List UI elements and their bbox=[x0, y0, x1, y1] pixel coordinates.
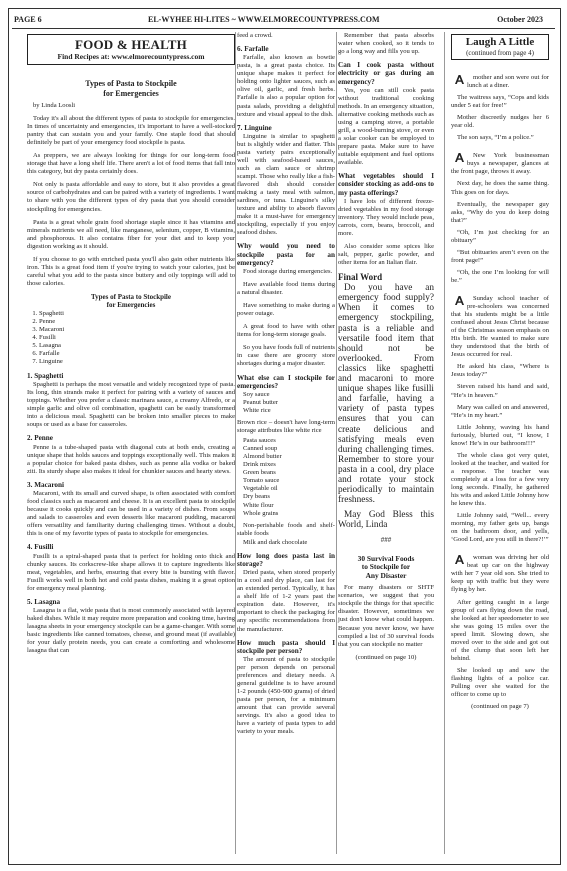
list-item: Tomato sauce bbox=[243, 477, 280, 485]
intro-paragraph: If you choose to go with enriched pasta you'll also gain other nutrients like iron. This is a great food item if you're trying to watch your calories, just be careful what you add to the pasta since buttery and oily toppings will add to those calories. bbox=[27, 255, 235, 287]
body-paragraph: So you have foods full of nutrients in case there are grocery store shortages during a major disaster. bbox=[237, 344, 335, 368]
subhead-what-else: What else can I stockpile for emergencies? bbox=[237, 373, 335, 390]
subhead-spaghetti: 1. Spaghetti bbox=[27, 371, 64, 380]
body-paragraph: Lasagna is a flat, wide pasta that is most commonly associated with layered baked dishes. While it may require more preparation and cooking time, having lasagna sheets in your emergency stockpile can be a game-changer. With some basic ingredients like canned tomatoes, cheese, and ground meat (if available) for your daily protein needs, you can create a comforting and wholesome lasagna that can bbox=[27, 606, 235, 655]
stockpile-list bbox=[237, 437, 335, 517]
signoff: May God Bless this World, Linda bbox=[338, 510, 434, 531]
column-1 bbox=[27, 32, 235, 660]
body-paragraph: Food storage during emergencies. bbox=[243, 268, 333, 276]
column-rule bbox=[235, 32, 236, 854]
survival-title: 30 Survival Foods to Stockpile for Any Disaster bbox=[357, 553, 415, 580]
joke-paragraph: Next day, he does the same thing. This goes on for days. bbox=[451, 180, 549, 196]
laugh-title: Laugh A Little bbox=[465, 36, 535, 48]
stockpile-list bbox=[237, 391, 335, 415]
list-item: Drink mixes bbox=[243, 461, 276, 469]
joke-paragraph: After getting caught in a large group of cars flying down the road, she looked at her speedometer to see she was going 15 miles over the speed limit. Slowing down, she moved over to the side and got out of the clump that soon left her behind. bbox=[451, 598, 549, 662]
intro-paragraph: Not only is pasta affordable and easy to store, but it also provides a great source of carbohydrates and can be paired with a variety of ingredients. I want to share with you the different types of dry pasta that you should consider stockpiling for emergencies. bbox=[27, 181, 235, 213]
joke-paragraph: Steven raised his hand and said, “He’s in heaven.” bbox=[451, 383, 549, 399]
list-item: Pasta sauces bbox=[243, 437, 276, 445]
body-paragraph: Yes, you can still cook pasta without traditional cooking methods. In an emergency situation, alternative cooking methods such as using a camping stove, a portable grill, a wood-burning stove, or even a solar cooker can be employed to prepare pasta. Make sure to have suitable equipment and fuel options available. bbox=[338, 86, 434, 167]
subhead-vegetables: What vegetables should I consider stocking as add-ons to my pasta offerings? bbox=[338, 172, 434, 197]
list-item: Green beans bbox=[243, 469, 276, 477]
body-paragraph: Farfalle, also known as bowtie pasta, is a great pasta choice. Its unique shape makes it perfect for holding onto lighter sauces, such as olive oil, garlic, and fresh herbs. Farfalle is also a popular option for pasta salads, providing a delightful texture and visual appeal to the dish. bbox=[237, 54, 335, 118]
subhead-how-much: How much pasta should I stockpile per person? bbox=[237, 638, 335, 655]
body-paragraph: Macaroni, with its small and curved shape, is often associated with comfort food classics such as macaroni and cheese. It is an excellent pasta to stockpile because it cooks quickly and can be used in a variety of dishes. From soups and salads to casseroles and even desserts like macaroni pudding, macaroni offers versatility and familiarity during challenging times. Without a doubt, this is one of my favorite types of pasta to stockpile for emergencies. bbox=[27, 490, 235, 538]
subhead-lasagna: 5. Lasagna bbox=[27, 597, 61, 606]
drop-cap-a-icon bbox=[455, 153, 464, 162]
joke-paragraph: Little Johnny said, “Well... every morning, my father gets up, bangs on the bathroom door, and yells, ‘Good Lord, are you still in there?!’” bbox=[451, 512, 549, 544]
list-item: Canned soup bbox=[243, 445, 278, 453]
list-item: Whole grains bbox=[243, 509, 279, 517]
joke-paragraph: Sunday school teacher of pre-schoolers was concerned that his students might be a little confused about Jesus Christ because of the Christmas season emphasis on His birth. He wanted to make sure they understood that the birth of Jesus occurred for real. bbox=[451, 294, 549, 359]
joke-paragraph: Mary was called on and answered, “He’s in my heart.” bbox=[451, 403, 549, 419]
joke-paragraph: Eventually, the newspaper guy asks, “Why do you do keep doing that?” bbox=[451, 200, 549, 224]
joke-paragraph: New York businessman buys a newspaper, glances at the front page, throws it away. bbox=[451, 152, 549, 176]
column-4 bbox=[451, 32, 549, 711]
column-rule bbox=[336, 32, 337, 854]
list-item: White rice bbox=[243, 407, 271, 415]
drop-cap-a-icon bbox=[455, 296, 464, 305]
section-title: FOOD & HEALTH bbox=[75, 37, 187, 52]
body-paragraph: Spaghetti is perhaps the most versatile and widely recognized type of pasta. Its long, thin strands make it perfect for pairing with a variety of sauces and toppings. Whether you prefer a classic marinara sauce, a creamy Alfredo, or a simple garlic and olive oil combination, spaghetti can be easily transformed into a delicious meal. Spaghetti can be broken into smaller pieces to make soups or used as a base for casseroles. bbox=[27, 381, 235, 429]
drop-cap-a-icon bbox=[455, 555, 464, 564]
body-paragraph: Fusilli is a spiral-shaped pasta that is perfect for holding onto thick and chunky sauces. Its corkscrew-like shape allows it to capture ingredients like meat, vegetables, and herbs, ensuring that every bite is bursting with flavor. Fusilli works well in both hot and cold pasta dishes, making it a great option for emergency meal planning. bbox=[27, 552, 235, 592]
subhead-penne: 2. Penne bbox=[27, 434, 53, 443]
article-title: Types of Pasta to Stockpile for Emergencies bbox=[85, 79, 177, 98]
joke-paragraph: Mother discreetly nudges her 6 year old. bbox=[451, 114, 549, 130]
list-item: 4. Fusilli bbox=[39, 334, 235, 342]
subhead-cook-without-power: Can I cook pasta without electricity or gas during an emergency? bbox=[338, 61, 434, 86]
list-item: 5. Lasagna bbox=[39, 342, 235, 350]
body-paragraph: Penne is a tube-shaped pasta with diagonal cuts at both ends, creating a unique shape that holds sauces and toppings exceptionally well. This makes it a popular choice for baked pasta dishes, such as penne alla vodka or baked ziti. Its sturdy shape also makes it ideal for chunkier sauces and hearty stews. bbox=[27, 443, 235, 475]
list-item: Brown rice – doesn't have long-term storage attributes like white rice bbox=[237, 419, 335, 435]
list-item: Vegetable oil bbox=[243, 485, 278, 493]
list-item: 6. Farfalle bbox=[39, 350, 235, 358]
subhead-fusilli: 4. Fusilli bbox=[27, 543, 54, 552]
joke-paragraph: mother and son were out for lunch at a diner. bbox=[451, 74, 549, 90]
joke-paragraph: The son says, “I’m a police.” bbox=[457, 134, 534, 142]
body-paragraph: feed a crowd. bbox=[237, 32, 273, 39]
body-paragraph: I have lots of different freeze-dried vegetables in my food storage inventory. They would include peas, carrots, corn, beans, broccoli, and more. bbox=[338, 197, 434, 238]
subhead-how-long: How long does pasta last in storage? bbox=[237, 551, 335, 568]
laugh-subtitle: (continued from page 4) bbox=[466, 49, 534, 57]
joke-paragraph: “But obituaries aren’t even on the front page!” bbox=[451, 248, 549, 264]
end-mark: ### bbox=[380, 536, 392, 545]
list-item: 7. Linguine bbox=[39, 358, 235, 366]
body-paragraph: For many disasters or SHTF scenarios, we suggest that you stockpile the things for that specific disaster. However, sometimes we just don't know what could happen. Because you never know, we have compiled a list of 30 survival foods that you can stockpile no matter bbox=[338, 584, 434, 648]
joke-paragraph: Little Johnny, waving his hand furiously, blurted out, “I know, I know! He’s in our bathroom!!!” bbox=[451, 423, 549, 447]
header-rule bbox=[12, 28, 555, 29]
continued-notice: (continued on page 7) bbox=[471, 703, 529, 711]
list-item: Milk and dark chocolate bbox=[243, 538, 308, 546]
column-2 bbox=[237, 32, 335, 741]
body-paragraph: Also consider some spices like salt, pepper, garlic powder, and other items for an Italian flair. bbox=[338, 243, 434, 267]
list-item: 1. Spaghetti bbox=[39, 310, 235, 318]
section-subtitle: Find Recipes at: www.elmorecountypress.com bbox=[57, 52, 205, 61]
issue-date: October 2023 bbox=[497, 15, 543, 24]
section-banner bbox=[27, 34, 235, 65]
pasta-list-title: Types of Pasta to Stockpile for Emergencies bbox=[91, 292, 171, 309]
column-rule bbox=[444, 32, 445, 854]
joke-paragraph: She looked up and saw the flashing lights of a police car. Pulling over she waited for the officer to come up to bbox=[451, 666, 549, 699]
masthead: EL-WYHEE HI-LITES ~ WWW.ELMORECOUNTYPRESS.COM bbox=[148, 15, 380, 24]
list-item: Peanut butter bbox=[243, 398, 278, 406]
list-item: 3. Macaroni bbox=[39, 326, 235, 334]
list-item: Soy sauce bbox=[243, 390, 270, 398]
joke-paragraph: The whole class got very quiet, looked at the teacher, and waited for a response. The teacher was completely at a loss for a few very long seconds. Finally, he gathered his wits and asked Little Johnny how he knew this. bbox=[451, 451, 549, 508]
column-3 bbox=[338, 32, 434, 662]
pasta-list bbox=[27, 310, 235, 366]
list-item: Dry beans bbox=[243, 493, 270, 501]
byline: by Linda Loosli bbox=[33, 102, 76, 109]
body-paragraph: A great food to have with other items for long-term storage goals. bbox=[237, 323, 335, 339]
joke-paragraph: The waitress says, “Cops and kids under 5 eat for free!” bbox=[451, 94, 549, 110]
list-item: White flour bbox=[243, 501, 274, 509]
final-word-section bbox=[338, 272, 434, 530]
final-word-text: Do you have an emergency food supply? When it comes to emergency stockpiling, pasta is a reliable and versatile food item that should not be overlooked. From classics like spaghetti and macaroni to more unique shapes like fusilli and farfalle, having a variety of pasta types ensures that you can create delicious and satisfying meals even during challenging times. Remember to store your pasta in a cool, dry place and rotate your stock periodically to maintain freshness. bbox=[338, 283, 434, 506]
intro-paragraph: Pasta is a great whole grain food shortage staple since it has vitamins and minerals nutrients we all need, like manganese, selenium, copper, B vitamins, and phosphorous. It also contains fiber for your diet and to keep your digestion working as it should. bbox=[27, 218, 235, 250]
intro-paragraph: Today it's all about the different types of pasta to stockpile for emergencies. In times of uncertainty and emergencies, it's important to have a well-stocked pantry that can sustain you and your family. One staple food that should definitely be part of your emergency food stockpile is pasta. bbox=[27, 115, 235, 147]
joke-paragraph: “Oh, I’m just checking for an obituary” bbox=[451, 228, 549, 244]
laugh-banner bbox=[451, 34, 549, 60]
intro-paragraph: As preppers, we are always looking for things for our long-term food storage that have a long shelf life. There aren't a lot of food items that fall into this category, but dry pasta certainly does. bbox=[27, 152, 235, 176]
body-paragraph: Dried pasta, when stored properly in a cool and dry place, can last for an extended period. Typically, it has a shelf life of 1-2 years past the expiration date. However, it's important to check the packaging for any specific recommendations from the manufacturer. bbox=[237, 569, 335, 633]
subhead-final-word: Final Word bbox=[338, 272, 383, 283]
body-paragraph: Remember that pasta absorbs water when cooked, so it tends to go a long way and fills you up. bbox=[338, 32, 434, 56]
joke-paragraph: “Oh, the one I’m looking for will be.” bbox=[451, 268, 549, 284]
list-item: Almond butter bbox=[243, 453, 282, 461]
body-paragraph: The amount of pasta to stockpile per person depends on personal preferences and dietary needs. A general guideline is to have around 1-2 pounds (450-900 grams) of dried pasta per person, for a minimum amount that can provide several servings. It's also a good idea to have a variety of pasta types to add variety to your meals. bbox=[237, 655, 335, 736]
page-number: PAGE 6 bbox=[14, 15, 42, 24]
subhead-why-stockpile: Why would you need to stockpile pasta for an emergency? bbox=[237, 242, 335, 267]
joke-paragraph: He asked his class, “Where is Jesus today?” bbox=[451, 363, 549, 379]
list-item: 2. Penne bbox=[39, 318, 235, 326]
joke-paragraph: woman was driving her old beat up car on the highway with her 7 year old son. She tried to keep up with traffic but they were flying by her. bbox=[451, 554, 549, 594]
list-item: Non-perishable foods and shelf-stable foods bbox=[237, 521, 335, 537]
subhead-macaroni: 3. Macaroni bbox=[27, 480, 64, 489]
body-paragraph: Linguine is similar to spaghetti but is slightly wider and flatter. This pasta variety pairs exceptionally well with seafood-based sauces, such as clam sauce or shrimp scampi. Those who really like a fish-flavored dish should consider making a tasty meal with salmon, sardines, or tuna. Linguine's silky texture and ability to absorb flavors make it a must-have for emergency stockpiling, especially if you enjoy seafood dishes. bbox=[237, 132, 335, 237]
body-paragraph: Have available food items during a natural disaster. bbox=[237, 281, 335, 297]
subhead-farfalle: 6. Farfalle bbox=[237, 45, 269, 54]
page-header bbox=[12, 15, 555, 29]
drop-cap-a-icon bbox=[455, 75, 464, 84]
continued-notice: (continued on page 10) bbox=[355, 653, 417, 661]
body-paragraph: Have something to make during a power outage. bbox=[237, 302, 335, 318]
subhead-linguine: 7. Linguine bbox=[237, 123, 272, 132]
